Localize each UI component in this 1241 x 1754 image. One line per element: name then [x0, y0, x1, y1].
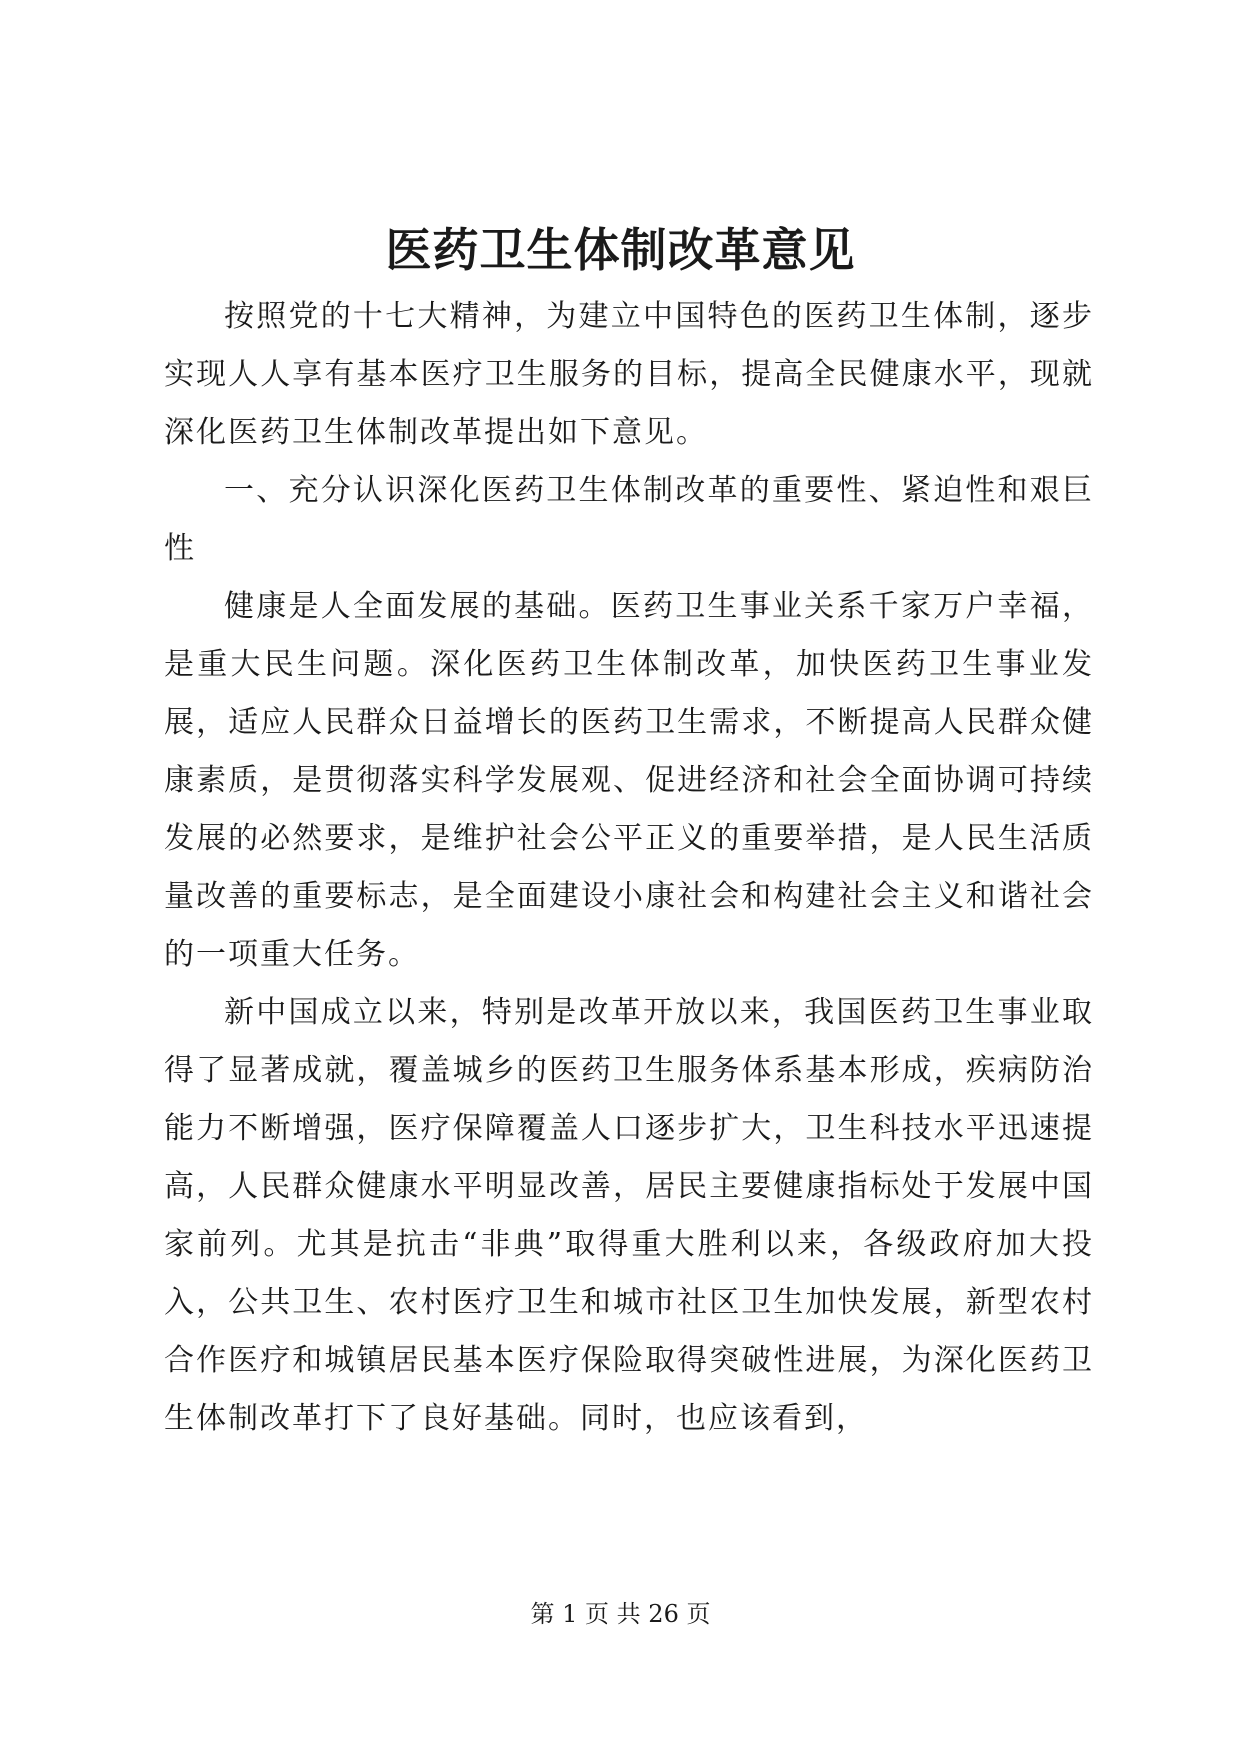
paragraph-health: 健康是人全面发展的基础。医药卫生事业关系千家万户幸福，是重大民生问题。深化医药卫生体制改革，加快医药卫生事业发展，适应人民群众日益增长的医药卫生需求，不断提高人民群众健康素质，是贯彻落实科学发展观、促进经济和社会全面协调可持续发展的必然要求，是维护社会公平正义的重要举措，是人民生活质量改善的重要标志，是全面建设小康社会和构建社会主义和谐社会的一项重大任务。 — [164, 589, 1094, 972]
page-footer: 第 1 页 共 26 页 — [530, 1600, 711, 1628]
section-heading-1: 一、充分认识深化医药卫生体制改革的重要性、紧迫性和艰巨性 — [164, 473, 1094, 566]
paragraph-intro: 按照党的十七大精神，为建立中国特色的医药卫生体制，逐步实现人人享有基本医疗卫生服务的目标，提高全民健康水平，现就深化医药卫生体制改革提出如下意见。 — [164, 299, 1094, 450]
document-title: 医药卫生体制改革意见 — [385, 223, 856, 277]
paragraph-history: 新中国成立以来，特别是改革开放以来，我国医药卫生事业取得了显著成就，覆盖城乡的医药卫生服务体系基本形成，疾病防治能力不断增强，医疗保障覆盖人口逐步扩大，卫生科技水平迅速提高，人民群众健康水平明显改善，居民主要健康指标处于发展中国家前列。尤其是抗击“非典”取得重大胜利以来，各级政府加大投入，公共卫生、农村医疗卫生和城市社区卫生加快发展，新型农村合作医疗和城镇居民基本医疗保险取得突破性进展，为深化医药卫生体制改革打下了良好基础。同时，也应该看到， — [164, 995, 1094, 1436]
document-body — [164, 288, 1094, 1448]
